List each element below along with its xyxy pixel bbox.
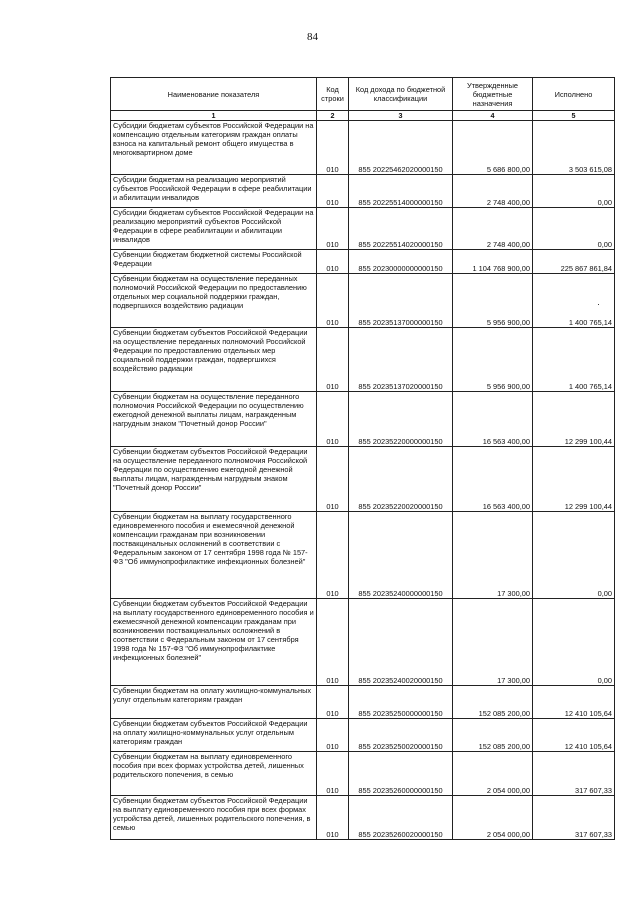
row-income-code: 855 20235260000000150 (349, 752, 453, 796)
header-row (111, 78, 615, 111)
table-row (111, 599, 615, 686)
row-line-code: 010 (317, 796, 349, 840)
row-executed: 12 299 100,44 (533, 447, 615, 512)
row-line-code: 010 (317, 686, 349, 719)
row-approved: 17 300,00 (453, 512, 533, 599)
row-income-code: 855 20230000000000150 (349, 250, 453, 274)
row-name: Субсидии бюджетам на реализацию мероприятий субъектов Российской Федерации в сфере реабилитации и абилитации инвалидов (111, 175, 317, 208)
row-executed: 3 503 615,08 (533, 121, 615, 175)
table-row (111, 796, 615, 840)
row-name: Субсидии бюджетам субъектов Российской Федерации на реализацию мероприятий субъектов Российской Федерации в сфере реабилитации и абилитации инвалидов (111, 208, 317, 250)
row-income-code: 855 20235220020000150 (349, 447, 453, 512)
header-executed: Исполнено (533, 78, 615, 111)
table-row (111, 752, 615, 796)
row-executed: 225 867 861,84 (533, 250, 615, 274)
row-name: Субвенции бюджетам на осуществление переданного полномочия Российской Федерации по осуществлению ежегодной денежной выплаты лицам, награжденным нагрудным знаком "Почетный донор России" (111, 392, 317, 447)
row-approved: 2 748 400,00 (453, 175, 533, 208)
row-name: Субвенции бюджетам субъектов Российской Федерации на осуществление переданных полномочий Российской Федерации по предоставлению отдельных мер социальной поддержки граждан, подвергшихся воздействию радиации (111, 328, 317, 392)
column-number: 3 (349, 111, 453, 121)
table-row (111, 250, 615, 274)
row-executed: 0,00 (533, 599, 615, 686)
column-numbers-row (111, 111, 615, 121)
column-number: 2 (317, 111, 349, 121)
row-income-code: 855 20235240020000150 (349, 599, 453, 686)
row-approved: 16 563 400,00 (453, 447, 533, 512)
row-executed: 1 400 765,14 (568, 318, 612, 327)
row-name: Субвенции бюджетам субъектов Российской Федерации на оплату жилищно-коммунальных услуг отдельным категориям граждан (111, 719, 317, 752)
row-income-code: 855 20235137000000150 (349, 274, 453, 328)
row-approved: 5 956 900,00 (453, 274, 533, 328)
row-line-code: 010 (317, 250, 349, 274)
row-approved: 152 085 200,00 (453, 686, 533, 719)
row-approved: 17 300,00 (453, 599, 533, 686)
header-income-code: Код дохода по бюджетной классификации (349, 78, 453, 111)
row-approved: 16 563 400,00 (453, 392, 533, 447)
row-name: Субвенции бюджетам субъектов Российской Федерации на выплату государственного единовременного пособия и ежемесячной денежной компенсации гражданам при возникновении поствакцинальных осложнений в соответствии с Федеральным законом от 17 сентября 1998 года № 157-ФЗ "Об иммунопрофилактике инфекционных болезней" (111, 599, 317, 686)
row-line-code: 010 (317, 392, 349, 447)
row-line-code: 010 (317, 121, 349, 175)
row-name: Субвенции бюджетам субъектов Российской Федерации на осуществление переданного полномочия Российской Федерации по осуществлению ежегодной денежной выплаты лицам, награжденным нагрудным знаком "Почетный донор России" (111, 447, 317, 512)
row-income-code: 855 20235220000000150 (349, 392, 453, 447)
row-approved: 5 956 900,00 (453, 328, 533, 392)
row-income-code: 855 20235250000000150 (349, 686, 453, 719)
column-number: 1 (111, 111, 317, 121)
row-income-code: 855 20225514000000150 (349, 175, 453, 208)
row-line-code: 010 (317, 512, 349, 599)
row-income-code: 855 20235240000000150 (349, 512, 453, 599)
row-approved: 2 748 400,00 (453, 208, 533, 250)
row-income-code: 855 20225514020000150 (349, 208, 453, 250)
header-name: Наименование показателя (111, 78, 317, 111)
table-row (111, 175, 615, 208)
table-row (111, 274, 615, 328)
table-row (111, 719, 615, 752)
row-line-code: 010 (317, 328, 349, 392)
row-name: Субвенции бюджетам на оплату жилищно-коммунальных услуг отдельным категориям граждан (111, 686, 317, 719)
row-line-code: 010 (317, 447, 349, 512)
table-row (111, 208, 615, 250)
row-name: Субсидии бюджетам субъектов Российской Федерации на компенсацию отдельным категориям граждан оплаты взноса на капитальный ремонт общего имущества в многоквартирном доме (111, 121, 317, 175)
row-approved: 2 054 000,00 (453, 752, 533, 796)
row-executed: 317 607,33 (533, 752, 615, 796)
header-line-code: Код строки (317, 78, 349, 111)
page-number: 84 (307, 31, 318, 43)
row-executed: 0,00 (533, 175, 615, 208)
row-income-code: 855 20225462020000150 (349, 121, 453, 175)
table-row (111, 392, 615, 447)
row-name: Субвенции бюджетам бюджетной системы Российской Федерации (111, 250, 317, 274)
row-name: Субвенции бюджетам на осуществление переданных полномочий Российской Федерации по предоставлению отдельных мер социальной поддержки граждан, подвергшихся воздействию радиации (111, 274, 317, 328)
row-executed: 12 410 105,64 (533, 719, 615, 752)
row-approved: 1 104 768 900,00 (453, 250, 533, 274)
row-executed: 12 410 105,64 (533, 686, 615, 719)
table-row (111, 686, 615, 719)
row-line-code: 010 (317, 175, 349, 208)
row-executed-cell (533, 274, 615, 328)
row-executed: 317 607,33 (533, 796, 615, 840)
table-row (111, 447, 615, 512)
row-income-code: 855 20235250020000150 (349, 719, 453, 752)
row-executed: 0,00 (533, 512, 615, 599)
table-row (111, 121, 615, 175)
row-income-code: 855 20235260020000150 (349, 796, 453, 840)
row-name: Субвенции бюджетам субъектов Российской Федерации на выплату единовременного пособия при всех формах устройства детей, лишенных родительского попечения, в семью (111, 796, 317, 840)
row-line-code: 010 (317, 208, 349, 250)
row-line-code: 010 (317, 752, 349, 796)
stray-dot: · (597, 299, 600, 309)
header-approved: Утвержденные бюджетные назначения (453, 78, 533, 111)
table-row (111, 512, 615, 599)
row-income-code: 855 20235137020000150 (349, 328, 453, 392)
row-name: Субвенции бюджетам на выплату государственного единовременного пособия и ежемесячной денежной компенсации гражданам при возникновении поствакцинальных осложнений в соответствии с Федеральным законом от 17 сентября 1998 года № 157-ФЗ "Об иммунопрофилактике инфекционных болезней" (111, 512, 317, 599)
row-approved: 5 686 800,00 (453, 121, 533, 175)
row-line-code: 010 (317, 719, 349, 752)
row-name: Субвенции бюджетам на выплату единовременного пособия при всех формах устройства детей, лишенных родительского попечения, в семью (111, 752, 317, 796)
column-number: 4 (453, 111, 533, 121)
row-line-code: 010 (317, 599, 349, 686)
income-table (110, 77, 615, 840)
row-line-code: 010 (317, 274, 349, 328)
table-row (111, 328, 615, 392)
row-approved: 152 085 200,00 (453, 719, 533, 752)
row-approved: 2 054 000,00 (453, 796, 533, 840)
row-executed: 1 400 765,14 (533, 328, 615, 392)
row-executed: 12 299 100,44 (533, 392, 615, 447)
column-number: 5 (533, 111, 615, 121)
row-executed: 0,00 (533, 208, 615, 250)
